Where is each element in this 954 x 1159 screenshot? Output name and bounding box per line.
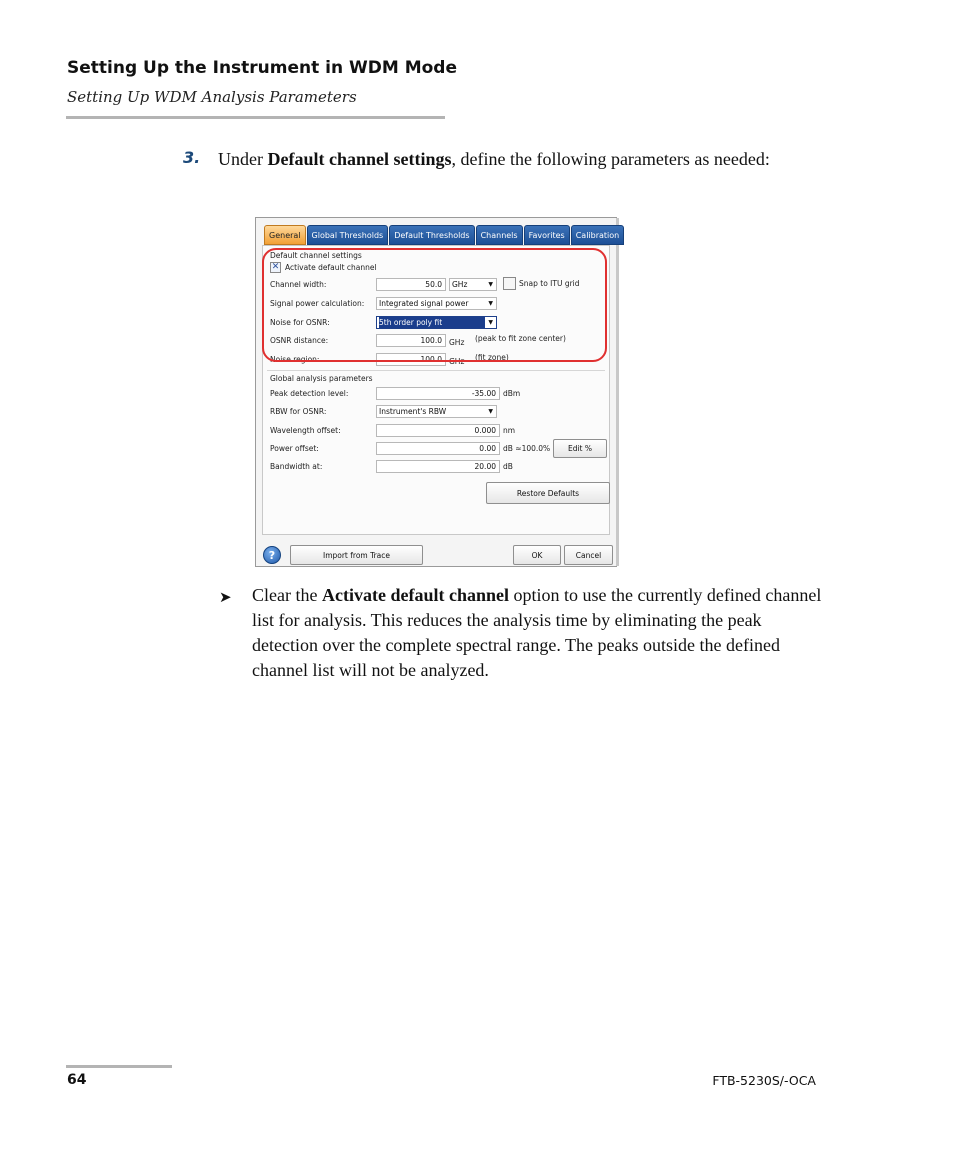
wavelength-offset-label: Wavelength offset: xyxy=(270,426,341,435)
tab-bar xyxy=(264,225,625,245)
power-offset-unit: dB ≈100.0% xyxy=(503,444,551,453)
chevron-down-icon: ▼ xyxy=(488,300,493,307)
header-rule xyxy=(66,116,445,119)
page-number: 64 xyxy=(67,1072,87,1088)
product-name: FTB-5230S/-OCA xyxy=(712,1073,816,1088)
ok-button[interactable]: OK xyxy=(513,545,561,565)
power-offset-input[interactable]: 0.00 xyxy=(376,442,500,455)
noise-region-input[interactable]: 100.0 xyxy=(376,353,446,366)
global-analysis-title: Global analysis parameters xyxy=(270,374,373,383)
bandwidth-input[interactable]: 20.00 xyxy=(376,460,500,473)
activate-default-channel-label: Activate default channel xyxy=(285,263,377,272)
rbw-osnr-value: Instrument's RBW xyxy=(379,407,447,416)
general-panel xyxy=(262,245,610,535)
power-offset-label: Power offset: xyxy=(270,444,319,453)
osnr-distance-input[interactable]: 100.0 xyxy=(376,334,446,347)
channel-width-label: Channel width: xyxy=(270,280,327,289)
step-text-post: , define the following parameters as needed: xyxy=(451,149,770,169)
settings-dialog-screenshot xyxy=(255,217,620,567)
noise-osnr-select[interactable] xyxy=(376,316,497,329)
chevron-down-icon: ▼ xyxy=(488,319,493,326)
channel-width-input[interactable]: 50.0 xyxy=(376,278,446,291)
osnr-distance-unit: GHz xyxy=(449,338,465,347)
noise-osnr-label: Noise for OSNR: xyxy=(270,318,330,327)
dialog-edge xyxy=(616,218,619,566)
peak-detection-unit: dBm xyxy=(503,389,521,398)
wavelength-offset-unit: nm xyxy=(503,426,516,435)
bullet-text-bold: Activate default channel xyxy=(321,585,509,605)
step-text-bold: Default channel settings xyxy=(267,149,452,169)
default-channel-settings-title: Default channel settings xyxy=(270,251,362,260)
bullet-text-post: option to use the currently defined channel list for analysis. This reduces the analysis time by eliminating the peak detection over the complete spectral range. The peaks outside the defined channel list will not be analyzed. xyxy=(252,585,822,680)
noise-osnr-value: 5th order poly fit xyxy=(379,317,485,328)
step-number: 3. xyxy=(183,148,201,167)
signal-power-select[interactable] xyxy=(376,297,497,310)
restore-defaults-button[interactable]: Restore Defaults xyxy=(486,482,610,504)
bullet-arrow-icon: ➤ xyxy=(219,588,232,606)
snap-to-itu-label: Snap to ITU grid xyxy=(519,279,580,288)
channel-width-unit-select[interactable] xyxy=(449,278,497,291)
group-separator xyxy=(267,370,605,371)
footer-rule xyxy=(66,1065,172,1068)
osnr-distance-note: (peak to fit zone center) xyxy=(475,334,566,343)
activate-default-channel-checkbox[interactable]: ✕ xyxy=(271,262,280,272)
wavelength-offset-input[interactable]: 0.000 xyxy=(376,424,500,437)
bandwidth-label: Bandwidth at: xyxy=(270,462,323,471)
signal-power-label: Signal power calculation: xyxy=(270,299,365,308)
chevron-down-icon: ▼ xyxy=(488,408,493,415)
channel-width-unit-value: GHz xyxy=(452,280,468,289)
page-header-subtitle: Setting Up WDM Analysis Parameters xyxy=(67,88,357,106)
signal-power-value: Integrated signal power xyxy=(379,299,469,308)
tab-favorites[interactable]: Favorites xyxy=(524,225,570,245)
cancel-button[interactable]: Cancel xyxy=(564,545,613,565)
rbw-osnr-select[interactable] xyxy=(376,405,497,418)
tab-general[interactable]: General xyxy=(264,225,306,245)
step-text xyxy=(218,147,818,172)
snap-to-itu-checkbox[interactable] xyxy=(503,277,516,290)
tab-calibration[interactable]: Calibration xyxy=(571,225,625,245)
tab-channels[interactable]: Channels xyxy=(476,225,523,245)
peak-detection-input[interactable]: -35.00 xyxy=(376,387,500,400)
bullet-text xyxy=(252,583,827,683)
rbw-osnr-label: RBW for OSNR: xyxy=(270,407,327,416)
osnr-distance-label: OSNR distance: xyxy=(270,336,329,345)
tab-global-thresholds[interactable]: Global Thresholds xyxy=(307,225,389,245)
noise-region-label: Noise region: xyxy=(270,355,320,364)
bandwidth-unit: dB xyxy=(503,462,513,471)
edit-percent-button[interactable]: Edit % xyxy=(553,439,607,458)
page-header-title: Setting Up the Instrument in WDM Mode xyxy=(67,58,458,78)
import-from-trace-button[interactable]: Import from Trace xyxy=(290,545,423,565)
noise-region-note: (fit zone) xyxy=(475,353,509,362)
step-text-pre: Under xyxy=(218,149,268,169)
help-icon[interactable]: ? xyxy=(263,546,281,564)
noise-region-unit: GHz xyxy=(449,357,465,366)
chevron-down-icon: ▼ xyxy=(488,281,493,288)
peak-detection-label: Peak detection level: xyxy=(270,389,349,398)
bullet-text-pre: Clear the xyxy=(252,585,322,605)
tab-default-thresholds[interactable]: Default Thresholds xyxy=(389,225,474,245)
